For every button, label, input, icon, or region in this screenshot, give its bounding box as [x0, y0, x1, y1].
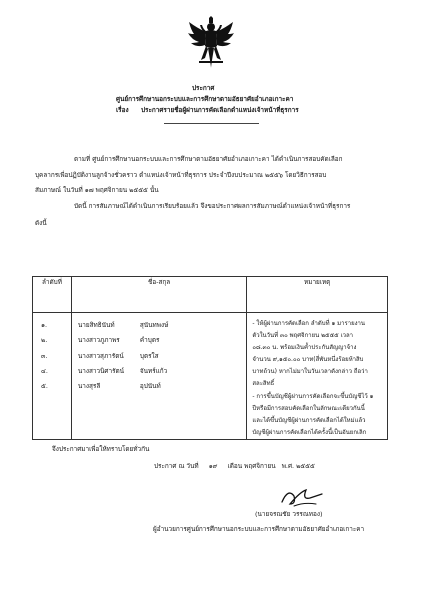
date-day: ๑๙ — [208, 462, 218, 470]
results-table — [32, 276, 388, 440]
org-name: ศูนย์การศึกษานอกระบบและการศึกษาตามอัธยาศัยอำเภอเกาะคา — [116, 95, 294, 103]
no-column — [33, 313, 72, 440]
remark-line: ตัวในวันที่ ๓๐ พฤศจิกายน ๒๕๕๕ เวลา — [252, 332, 354, 340]
row-no: ๕. — [41, 382, 48, 391]
surname: บุตรใส — [139, 351, 159, 360]
row-no: ๑. — [41, 321, 48, 329]
date-month: พฤศจิกายน — [244, 462, 276, 470]
remark-line: ปีหรือมีการสอบคัดเลือกในลักษณะเดียวกันนี้ — [252, 404, 365, 412]
name-row — [78, 364, 246, 379]
handwritten-signature — [276, 482, 326, 510]
remark-line: จำนวน ๙,๑๕๐.๐๐ บาท(สี่พันหนึ่งร้อยห้าสิบ — [252, 356, 364, 364]
remark-line: บาทถ้วน) หากไม่มาในวันเวลาดังกล่าว ถือว่า — [252, 368, 368, 376]
para2-line1: บัดนี้ การสัมภาษณ์ได้ดำเนินการเรียบร้อยแล้ว จึงขอประกาศผลการสัมภาษณ์ตำแหน่งเจ้าหน้าที่ธุรการ — [74, 202, 351, 210]
first-name: นางสุรลี — [77, 382, 101, 391]
para1-line2: บุคลากรเพื่อปฏิบัติงานลูกจ้างชั่วคราว ตำแหน่งเจ้าหน้าที่ธุรการ ประจำปีงบประมาณ ๒๕๕๖ โดยวิธีการสอบ — [35, 171, 327, 179]
remark-line: - การขึ้นบัญชีผู้ผ่านการคัดเลือกจะขึ้นบัญชีไว้ ๑ — [252, 392, 374, 400]
row-no: ๒. — [41, 336, 48, 345]
garuda-emblem-icon — [187, 16, 235, 70]
remark-column — [247, 313, 388, 440]
signer-position: ผู้อำนวยการศูนย์การศึกษานอกระบบและการศึกษาตามอัธยาศัยอำเภอเกาะคา — [153, 525, 365, 533]
remark-line: และได้ขึ้นบัญชีผู้ผ่านการคัดเลือกได้ใหม่แล้ว — [252, 416, 366, 424]
header-remark: หมายเหตุ — [247, 277, 388, 313]
remark-line: บัญชีผู้ผ่านการคัดเลือกได้ครั้งนี้เป็นอันยกเลิก — [252, 428, 367, 436]
surname: จันทร์แก้ว — [139, 366, 168, 375]
doc-title: ประกาศ — [192, 84, 215, 92]
name-column — [71, 313, 246, 440]
remark-line: - ให้ผู้ผ่านการคัดเลือก ลำดับที่ ๑ มารายงาน — [252, 320, 365, 327]
closing-text: จึงประกาศมาเพื่อให้ทราบโดยทั่วกัน — [52, 445, 150, 453]
para1-line3: สัมภาษณ์ ในวันที่ ๑๗ พฤศจิกายน ๒๕๕๕ นั้น — [35, 186, 159, 194]
remark-line: สละสิทธิ์ — [252, 380, 275, 388]
remark-line: ๐๘.๓๐ น. พร้อมเงินค้ำประกันสัญญาจ้าง — [252, 344, 357, 352]
para2-line2: ดังนี้ — [35, 219, 47, 227]
first-name: นายสิทธินันท์ — [77, 321, 115, 329]
surname: คำบุตร — [139, 336, 160, 345]
subject-text: ประกาศรายชื่อผู้ผ่านการคัดเลือกตำแหน่งเจ้าหน้าที่ธุรการ — [141, 106, 299, 114]
table-body-row — [33, 313, 388, 440]
title-divider — [164, 123, 259, 124]
subject-label: เรื่อง — [116, 106, 129, 114]
surname: อุปนันท์ — [139, 382, 161, 391]
date-month-label: เดือน — [227, 462, 243, 470]
first-name: นางสาวสุภารัตน์ — [77, 351, 124, 360]
date-prefix: ประกาศ ณ วันที่ — [154, 462, 199, 470]
name-row — [78, 379, 246, 394]
name-row — [78, 349, 246, 364]
header-no: ลำดับที่ — [33, 277, 72, 313]
date-line — [154, 462, 315, 470]
name-row — [78, 318, 246, 333]
header-name: ชื่อ-สกุล — [71, 277, 246, 313]
row-no: ๓. — [41, 351, 48, 360]
first-name: นางสาวนิศารัตน์ — [77, 366, 125, 375]
surname: สุนันทพงษ์ — [139, 321, 169, 329]
first-name: นางสาวภูภาพร — [77, 336, 120, 345]
table-header-row — [33, 277, 388, 313]
name-row — [78, 333, 246, 348]
signer-name: (นายจรณชัย วรรณทอง) — [255, 510, 323, 518]
para1-line1: ตามที่ ศูนย์การศึกษานอกระบบและการศึกษาตามอัธยาศัยอำเภอเกาะคา ได้ดำเนินการสอบคัดเลือก — [74, 155, 343, 163]
row-no: ๔. — [41, 366, 48, 375]
date-year: พ.ศ. ๒๕๕๕ — [281, 462, 315, 470]
